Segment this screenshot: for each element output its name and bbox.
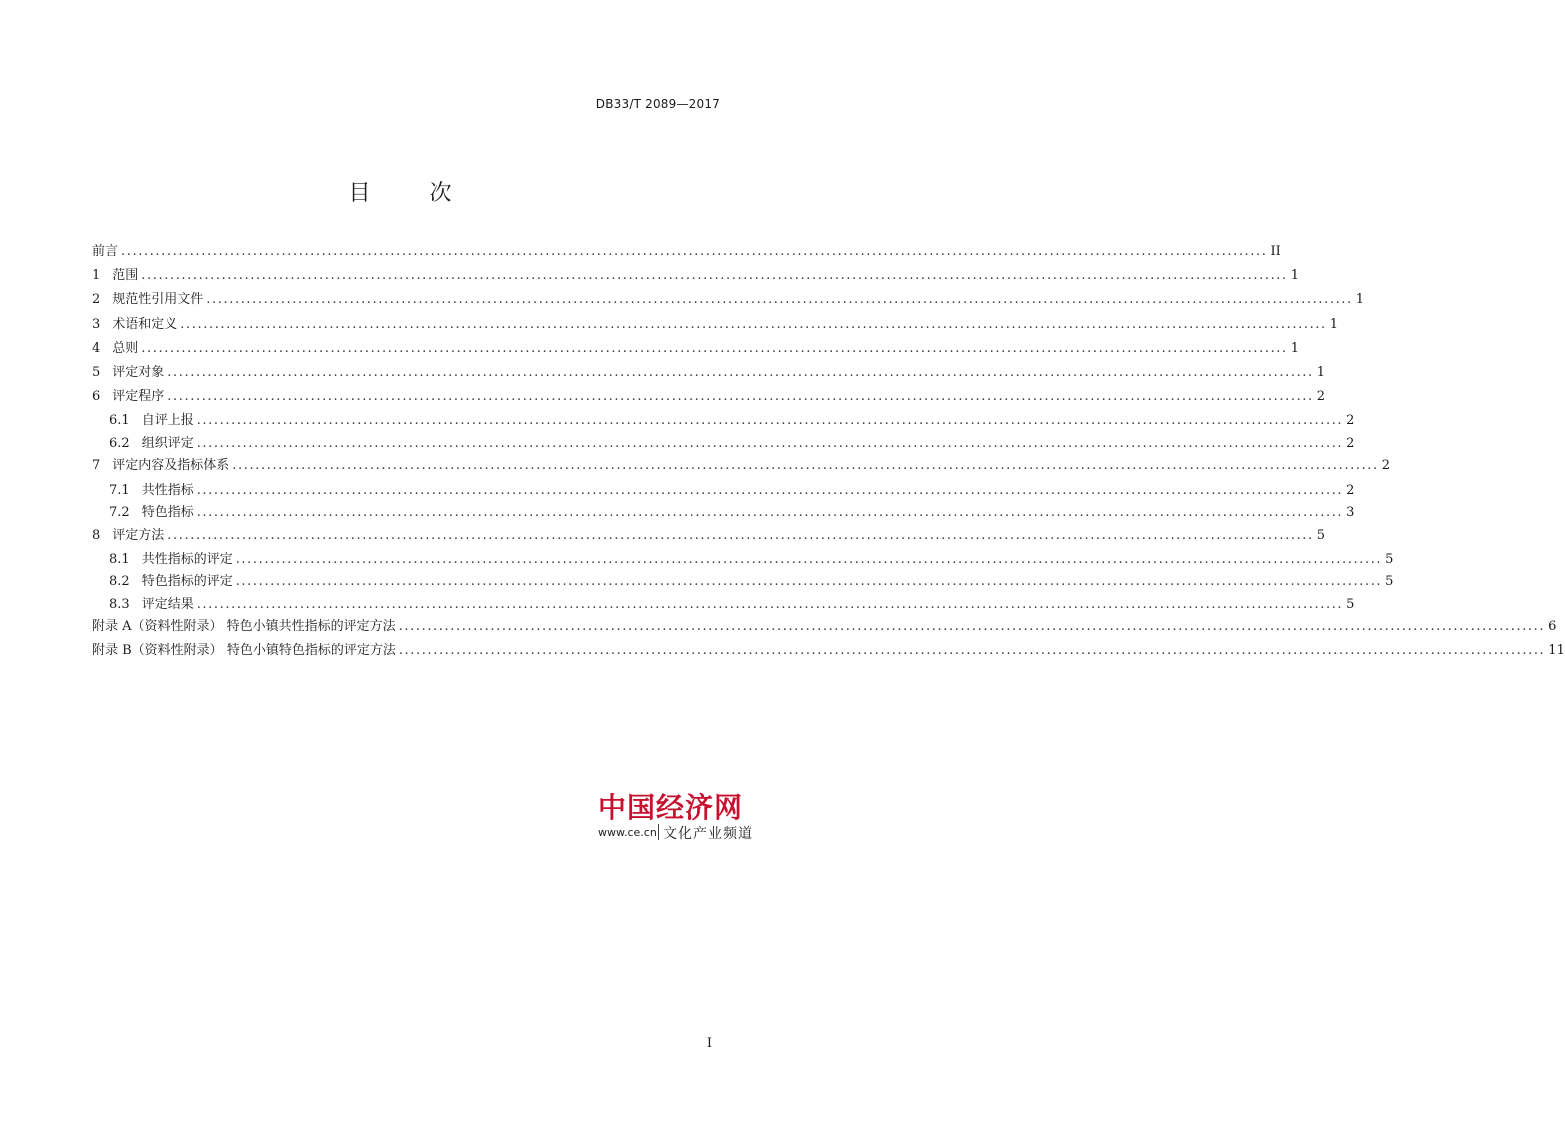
toc-leader-dots: ........................................................................................................................................................................................................ <box>167 364 1314 380</box>
toc-entry-number: 6.1 <box>109 413 130 429</box>
toc-entry[interactable] <box>92 501 1355 524</box>
toc-entry-label: 评定结果 <box>141 596 194 612</box>
toc-entry-label: 特色指标的评定 <box>141 574 233 590</box>
toc-entry[interactable] <box>92 240 1281 264</box>
toc-entry-label: 规范性引用文件 <box>112 292 204 308</box>
toc-leader-dots: ........................................................................................................................................................................................................ <box>196 435 1344 451</box>
toc-leader-dots: ........................................................................................................................................................................................................ <box>141 340 1288 356</box>
toc-entry[interactable] <box>92 570 1394 593</box>
toc-entry-page: 1 <box>1316 364 1326 380</box>
logo-url: www.ce.cn <box>598 826 657 839</box>
toc-entry[interactable] <box>92 385 1326 409</box>
toc-leader-dots: ........................................................................................................................................................................................................ <box>206 292 1353 308</box>
toc-entry-label: 共性指标的评定 <box>141 551 233 567</box>
toc-entry[interactable] <box>92 524 1326 548</box>
toc-leader-dots: ........................................................................................................................................................................................................ <box>167 389 1314 405</box>
toc-entry-number: 7.1 <box>109 482 130 498</box>
toc-leader-dots: ........................................................................................................................................................................................................ <box>196 505 1344 520</box>
toc-entry[interactable] <box>92 639 1565 663</box>
toc-entry-number: 5 <box>92 364 101 380</box>
toc-entry-label: 附录 A（资料性附录） 特色小镇共性指标的评定方法 <box>92 619 396 635</box>
toc-entry-label: 前言 <box>92 244 119 259</box>
toc-entry-number: 4 <box>92 340 101 356</box>
toc-entry-number: 2 <box>92 292 101 308</box>
toc-entry-number: 8.3 <box>109 596 130 612</box>
toc-entry-page: 2 <box>1346 482 1355 498</box>
toc-entry[interactable] <box>92 313 1339 337</box>
toc-entry-label: 评定方法 <box>112 527 165 543</box>
toc-entry[interactable] <box>92 337 1300 361</box>
toc-entry-page: 1 <box>1290 340 1300 356</box>
toc-entry-label: 附录 B（资料性附录） 特色小镇特色指标的评定方法 <box>92 643 396 659</box>
toc-entry-label: 特色指标 <box>141 505 194 520</box>
toc-entry-number: 8 <box>92 527 101 543</box>
toc-entry[interactable] <box>92 432 1355 455</box>
toc-entry[interactable] <box>92 409 1355 432</box>
toc-entry[interactable] <box>92 593 1355 616</box>
toc-entry-page: 1 <box>1290 268 1300 284</box>
toc-entry-number: 6 <box>92 389 101 405</box>
toc-entry-label: 评定对象 <box>112 364 165 380</box>
toc-entry-label: 总则 <box>112 340 139 356</box>
toc-leader-dots: ........................................................................................................................................................................................................ <box>196 482 1344 498</box>
toc-leader-dots: ........................................................................................................................................................................................................ <box>121 244 1268 259</box>
toc-leader-dots: ........................................................................................................................................................................................................ <box>398 619 1546 635</box>
toc-entry-page: 2 <box>1346 435 1355 451</box>
toc-entry[interactable] <box>92 479 1355 502</box>
toc-entry-page: 2 <box>1346 413 1355 429</box>
toc-entry-page: 1 <box>1329 316 1339 332</box>
toc-entry[interactable] <box>92 454 1391 478</box>
toc-entry-label: 共性指标 <box>141 482 194 498</box>
toc-entry-label: 自评上报 <box>141 413 194 429</box>
toc-entry-number: 3 <box>92 316 101 332</box>
logo-divider <box>658 824 659 840</box>
logo-channel: 文化产业频道 <box>663 826 753 842</box>
toc-leader-dots: ........................................................................................................................................................................................................ <box>235 551 1383 567</box>
toc-title: 目 次 <box>348 181 478 206</box>
toc-leader-dots: ........................................................................................................................................................................................................ <box>398 643 1546 659</box>
toc-entry-page: II <box>1270 244 1281 259</box>
toc-entry-number: 1 <box>92 268 101 284</box>
toc-entry-label: 评定程序 <box>112 389 165 405</box>
toc-entry-label: 评定内容及指标体系 <box>112 458 230 474</box>
watermark-logo <box>592 786 756 844</box>
toc-entry-number: 6.2 <box>109 435 130 451</box>
toc-entry-label: 组织评定 <box>141 435 194 451</box>
toc-entry-page: 5 <box>1346 596 1355 612</box>
toc-leader-dots: ........................................................................................................................................................................................................ <box>196 413 1344 429</box>
toc-entry-label: 范围 <box>112 268 139 284</box>
toc-entry-page: 6 <box>1548 619 1557 635</box>
toc-entry-number: 8.2 <box>109 574 130 590</box>
toc-entry-number: 7.2 <box>109 505 130 520</box>
toc-entry[interactable] <box>92 264 1300 288</box>
logo-wordmark: 中国经济网 <box>598 791 744 824</box>
toc-leader-dots: ........................................................................................................................................................................................................ <box>196 596 1344 612</box>
toc-leader-dots: ........................................................................................................................................................................................................ <box>141 268 1288 284</box>
toc-entry-label: 术语和定义 <box>112 316 178 332</box>
toc-entry[interactable] <box>92 548 1394 571</box>
toc-leader-dots: ........................................................................................................................................................................................................ <box>180 316 1327 332</box>
toc-entry-page: 5 <box>1385 551 1394 567</box>
toc-entry-page: 2 <box>1316 389 1326 405</box>
toc-entry[interactable] <box>92 615 1557 639</box>
toc-entry-page: 2 <box>1381 458 1391 474</box>
toc-entry-page: 5 <box>1385 574 1394 590</box>
toc-entry-page: 5 <box>1316 527 1326 543</box>
toc-entry-page: 11 <box>1548 643 1565 659</box>
toc-entry-number: 8.1 <box>109 551 130 567</box>
toc-entry[interactable] <box>92 361 1326 385</box>
toc-entry[interactable] <box>92 288 1365 312</box>
toc-leader-dots: ........................................................................................................................................................................................................ <box>167 527 1314 543</box>
toc-leader-dots: ........................................................................................................................................................................................................ <box>232 458 1379 474</box>
toc-entry-page: 3 <box>1346 505 1355 520</box>
table-of-contents <box>92 240 1565 664</box>
page-number: I <box>706 1036 712 1051</box>
standard-code: DB33/T 2089—2017 <box>595 97 720 111</box>
toc-entry-number: 7 <box>92 458 101 474</box>
toc-leader-dots: ........................................................................................................................................................................................................ <box>235 574 1383 590</box>
toc-entry-page: 1 <box>1355 292 1365 308</box>
